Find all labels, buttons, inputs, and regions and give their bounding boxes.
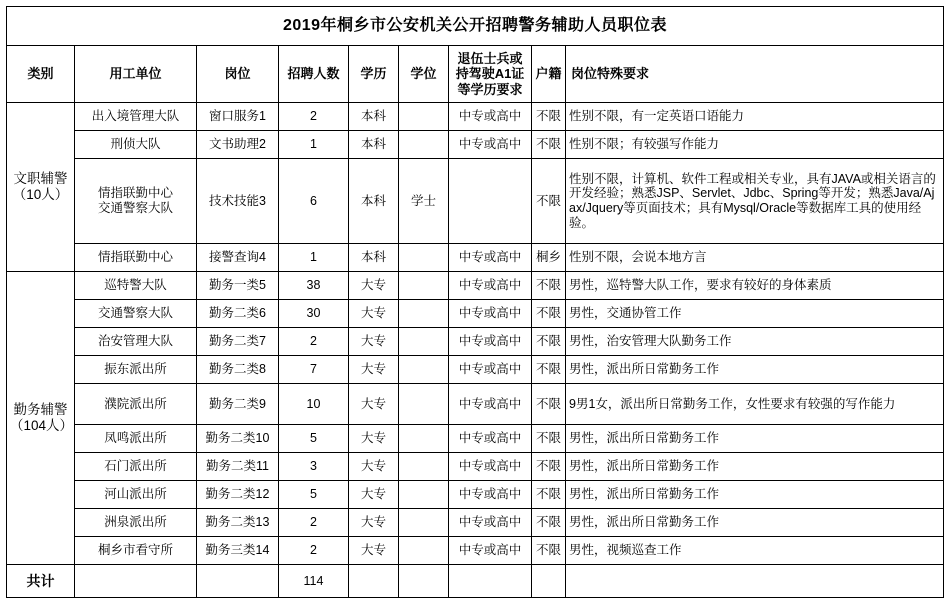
table-row [7, 425, 944, 453]
table-row [7, 453, 944, 481]
cell-residency: 不限 [532, 356, 566, 384]
cell-unit: 河山派出所 [75, 481, 197, 509]
cell-education: 大专 [349, 300, 399, 328]
total-veteran [449, 565, 532, 598]
cell-veteran [449, 159, 532, 244]
table-header-row [7, 46, 944, 103]
column-header-headcount: 招聘人数 [279, 46, 349, 103]
cell-unit: 振东派出所 [75, 356, 197, 384]
cell-unit: 桐乡市看守所 [75, 537, 197, 565]
cell-unit: 刑侦大队 [75, 131, 197, 159]
cell-requirements: 男性，交通协管工作 [566, 300, 944, 328]
table-total-row [7, 565, 944, 598]
cell-degree [399, 425, 449, 453]
cell-unit: 治安管理大队 [75, 328, 197, 356]
cell-headcount: 5 [279, 425, 349, 453]
cell-unit: 交通警察大队 [75, 300, 197, 328]
cell-residency: 不限 [532, 272, 566, 300]
cell-education: 大专 [349, 328, 399, 356]
cell-unit: 濮院派出所 [75, 384, 197, 425]
cell-degree [399, 328, 449, 356]
cell-veteran: 中专或高中 [449, 328, 532, 356]
cell-requirements: 男性，派出所日常勤务工作 [566, 509, 944, 537]
cell-position: 勤务二类10 [197, 425, 279, 453]
cell-degree [399, 453, 449, 481]
cell-position: 勤务二类7 [197, 328, 279, 356]
column-header-education: 学历 [349, 46, 399, 103]
table-row [7, 159, 944, 244]
cell-education: 大专 [349, 537, 399, 565]
cell-residency: 不限 [532, 384, 566, 425]
total-position [197, 565, 279, 598]
cell-position: 勤务二类6 [197, 300, 279, 328]
cell-unit: 巡特警大队 [75, 272, 197, 300]
total-residency [532, 565, 566, 598]
cell-education: 大专 [349, 481, 399, 509]
cell-degree [399, 481, 449, 509]
column-header-position: 岗位 [197, 46, 279, 103]
table-row [7, 300, 944, 328]
cell-requirements: 男性，巡特警大队工作，要求有较好的身体素质 [566, 272, 944, 300]
cell-position: 勤务三类14 [197, 537, 279, 565]
cell-veteran: 中专或高中 [449, 272, 532, 300]
cell-requirements: 男性，视频巡查工作 [566, 537, 944, 565]
cell-degree [399, 384, 449, 425]
cell-degree: 学士 [399, 159, 449, 244]
total-education [349, 565, 399, 598]
category-cell-duty: 勤务辅警 （104人） [7, 272, 75, 565]
cell-position: 接警查询4 [197, 244, 279, 272]
cell-requirements: 性别不限，会说本地方言 [566, 244, 944, 272]
table-row [7, 328, 944, 356]
table-title-row [7, 7, 944, 46]
table-row [7, 509, 944, 537]
cell-headcount: 10 [279, 384, 349, 425]
recruitment-position-table [6, 6, 944, 598]
table-row [7, 103, 944, 131]
cell-veteran: 中专或高中 [449, 244, 532, 272]
table-row [7, 131, 944, 159]
cell-residency: 不限 [532, 537, 566, 565]
cell-residency: 不限 [532, 103, 566, 131]
total-unit [75, 565, 197, 598]
cell-veteran: 中专或高中 [449, 509, 532, 537]
column-header-degree: 学位 [399, 46, 449, 103]
total-headcount: 114 [279, 565, 349, 598]
cell-education: 大专 [349, 384, 399, 425]
cell-degree [399, 244, 449, 272]
cell-unit: 洲泉派出所 [75, 509, 197, 537]
table-body [7, 7, 944, 598]
cell-requirements: 男性，派出所日常勤务工作 [566, 425, 944, 453]
cell-education: 大专 [349, 453, 399, 481]
cell-residency: 不限 [532, 159, 566, 244]
cell-position: 勤务二类12 [197, 481, 279, 509]
cell-unit: 石门派出所 [75, 453, 197, 481]
cell-degree [399, 272, 449, 300]
cell-residency: 桐乡 [532, 244, 566, 272]
cell-requirements: 性别不限，有一定英语口语能力 [566, 103, 944, 131]
cell-position: 技术技能3 [197, 159, 279, 244]
page-title: 2019年桐乡市公安机关公开招聘警务辅助人员职位表 [7, 7, 944, 46]
total-label: 共计 [7, 565, 75, 598]
cell-education: 大专 [349, 425, 399, 453]
table-row [7, 537, 944, 565]
table-row [7, 272, 944, 300]
cell-unit: 情指联勤中心 交通警察大队 [75, 159, 197, 244]
cell-position: 窗口服务1 [197, 103, 279, 131]
column-header-requirements: 岗位特殊要求 [566, 46, 944, 103]
cell-degree [399, 356, 449, 384]
cell-position: 勤务二类11 [197, 453, 279, 481]
cell-education: 本科 [349, 159, 399, 244]
table-row [7, 481, 944, 509]
cell-residency: 不限 [532, 425, 566, 453]
total-requirements [566, 565, 944, 598]
column-header-unit: 用工单位 [75, 46, 197, 103]
cell-education: 本科 [349, 103, 399, 131]
cell-residency: 不限 [532, 328, 566, 356]
table-row [7, 244, 944, 272]
cell-education: 大专 [349, 272, 399, 300]
cell-residency: 不限 [532, 453, 566, 481]
cell-headcount: 2 [279, 537, 349, 565]
cell-unit: 出入境管理大队 [75, 103, 197, 131]
cell-degree [399, 537, 449, 565]
column-header-veteran: 退伍士兵或持驾驶A1证等学历要求 [449, 46, 532, 103]
cell-headcount: 6 [279, 159, 349, 244]
cell-headcount: 2 [279, 509, 349, 537]
cell-position: 文书助理2 [197, 131, 279, 159]
cell-veteran: 中专或高中 [449, 453, 532, 481]
table-row [7, 356, 944, 384]
cell-requirements: 男性，治安管理大队勤务工作 [566, 328, 944, 356]
cell-residency: 不限 [532, 131, 566, 159]
cell-headcount: 1 [279, 131, 349, 159]
cell-veteran: 中专或高中 [449, 356, 532, 384]
cell-headcount: 2 [279, 103, 349, 131]
column-header-residency: 户籍 [532, 46, 566, 103]
cell-headcount: 7 [279, 356, 349, 384]
cell-requirements: 性别不限；有较强写作能力 [566, 131, 944, 159]
cell-degree [399, 300, 449, 328]
cell-education: 大专 [349, 356, 399, 384]
cell-education: 本科 [349, 131, 399, 159]
total-degree [399, 565, 449, 598]
cell-veteran: 中专或高中 [449, 384, 532, 425]
cell-position: 勤务二类9 [197, 384, 279, 425]
cell-residency: 不限 [532, 509, 566, 537]
cell-degree [399, 509, 449, 537]
cell-headcount: 30 [279, 300, 349, 328]
cell-degree [399, 103, 449, 131]
cell-unit: 凤鸣派出所 [75, 425, 197, 453]
cell-requirements: 男性，派出所日常勤务工作 [566, 453, 944, 481]
column-header-category: 类别 [7, 46, 75, 103]
cell-position: 勤务二类8 [197, 356, 279, 384]
cell-requirements: 男性，派出所日常勤务工作 [566, 481, 944, 509]
cell-headcount: 1 [279, 244, 349, 272]
cell-education: 大专 [349, 509, 399, 537]
cell-veteran: 中专或高中 [449, 481, 532, 509]
cell-residency: 不限 [532, 300, 566, 328]
cell-veteran: 中专或高中 [449, 300, 532, 328]
cell-unit: 情指联勤中心 [75, 244, 197, 272]
cell-veteran: 中专或高中 [449, 537, 532, 565]
cell-headcount: 38 [279, 272, 349, 300]
cell-headcount: 3 [279, 453, 349, 481]
cell-headcount: 2 [279, 328, 349, 356]
cell-veteran: 中专或高中 [449, 131, 532, 159]
cell-residency: 不限 [532, 481, 566, 509]
table-row [7, 384, 944, 425]
cell-requirements: 9男1女，派出所日常勤务工作，女性要求有较强的写作能力 [566, 384, 944, 425]
cell-education: 本科 [349, 244, 399, 272]
cell-position: 勤务二类13 [197, 509, 279, 537]
cell-veteran: 中专或高中 [449, 103, 532, 131]
cell-degree [399, 131, 449, 159]
cell-headcount: 5 [279, 481, 349, 509]
cell-veteran: 中专或高中 [449, 425, 532, 453]
cell-requirements: 性别不限，计算机、软件工程或相关专业，具有JAVA或相关语言的开发经验；熟悉JSP、Servlet、Jdbc、Spring等开发；熟悉Java/Ajax/Jquery等页面技术；具有Mysql/Oracle等数据库工具的使用经验。 [566, 159, 944, 244]
cell-requirements: 男性，派出所日常勤务工作 [566, 356, 944, 384]
cell-position: 勤务一类5 [197, 272, 279, 300]
category-cell-civilian: 文职辅警 （10人） [7, 103, 75, 272]
